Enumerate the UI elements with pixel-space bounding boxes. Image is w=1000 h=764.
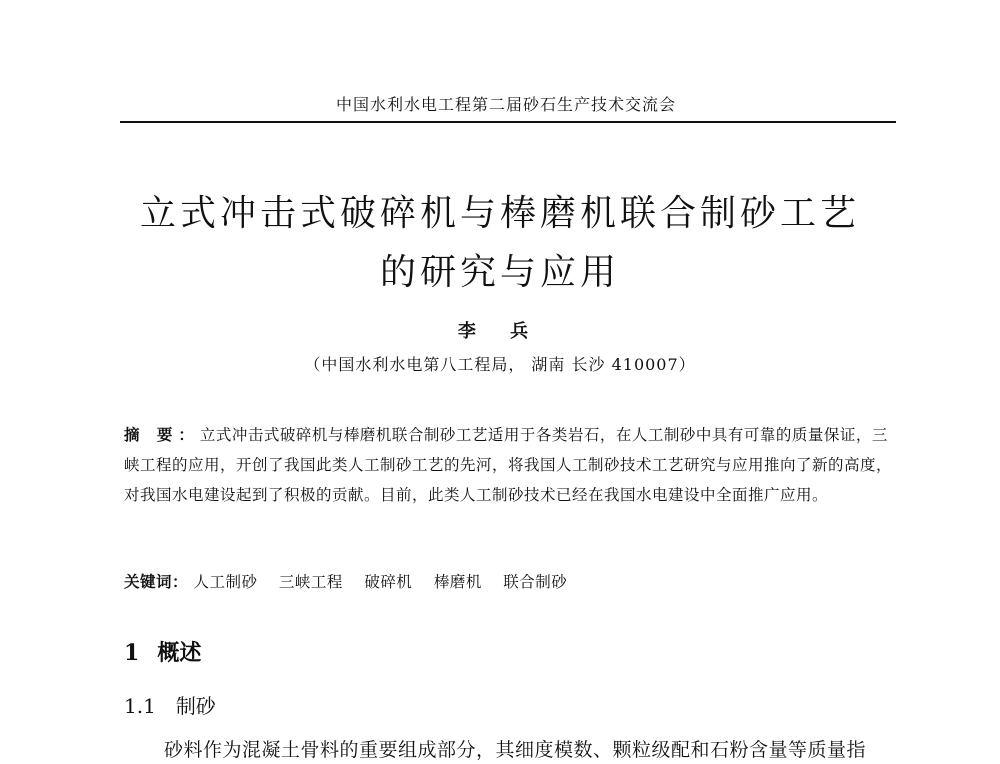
keyword-item: 棒磨机 <box>433 573 482 591</box>
keyword-item: 破碎机 <box>364 573 413 591</box>
author-name: 李 兵 <box>457 321 543 342</box>
keywords <box>124 570 900 594</box>
section-heading-1-1 <box>124 692 216 720</box>
keyword-item: 三峡工程 <box>278 573 343 591</box>
abstract-text: 立式冲击式破碎机与棒磨机联合制砂工艺适用于各类岩石，在人工制砂中具有可靠的质量保证，三峡工程的应用，开创了我国此类人工制砂工艺的先河，将我国人工制砂技术工艺研究与应用推向了新的高度，对我国水电建设起到了积极的贡献。目前，此类人工制砂技术已经在我国水电建设中全面推广应用。 <box>124 426 893 504</box>
subsection-title: 制砂 <box>175 694 216 718</box>
section-heading-1 <box>124 638 201 668</box>
paper-title-line-1: 立式冲击式破碎机与棒磨机联合制砂工艺 <box>139 193 860 234</box>
section-number: 1 <box>124 640 140 666</box>
running-header: 中国水利水电工程第二届砂石生产技术交流会 <box>335 95 676 114</box>
body-paragraph: 砂料作为混凝土骨料的重要组成部分，其细度模数、颗粒级配和石粉含量等质量指 <box>164 739 867 761</box>
keyword-item: 人工制砂 <box>193 573 258 591</box>
abstract <box>124 420 900 510</box>
keywords-label: 关键词： <box>124 572 189 591</box>
paper-title-line-2: 的研究与应用 <box>379 252 620 293</box>
header-rule <box>120 121 896 123</box>
subsection-number: 1.1 <box>124 694 156 718</box>
section-title: 概述 <box>157 640 202 666</box>
abstract-label: 摘 要： <box>124 425 200 444</box>
author-affiliation: （中国水利水电第八工程局， 湖南 长沙 410007） <box>304 355 696 374</box>
keyword-item: 联合制砂 <box>503 573 568 591</box>
